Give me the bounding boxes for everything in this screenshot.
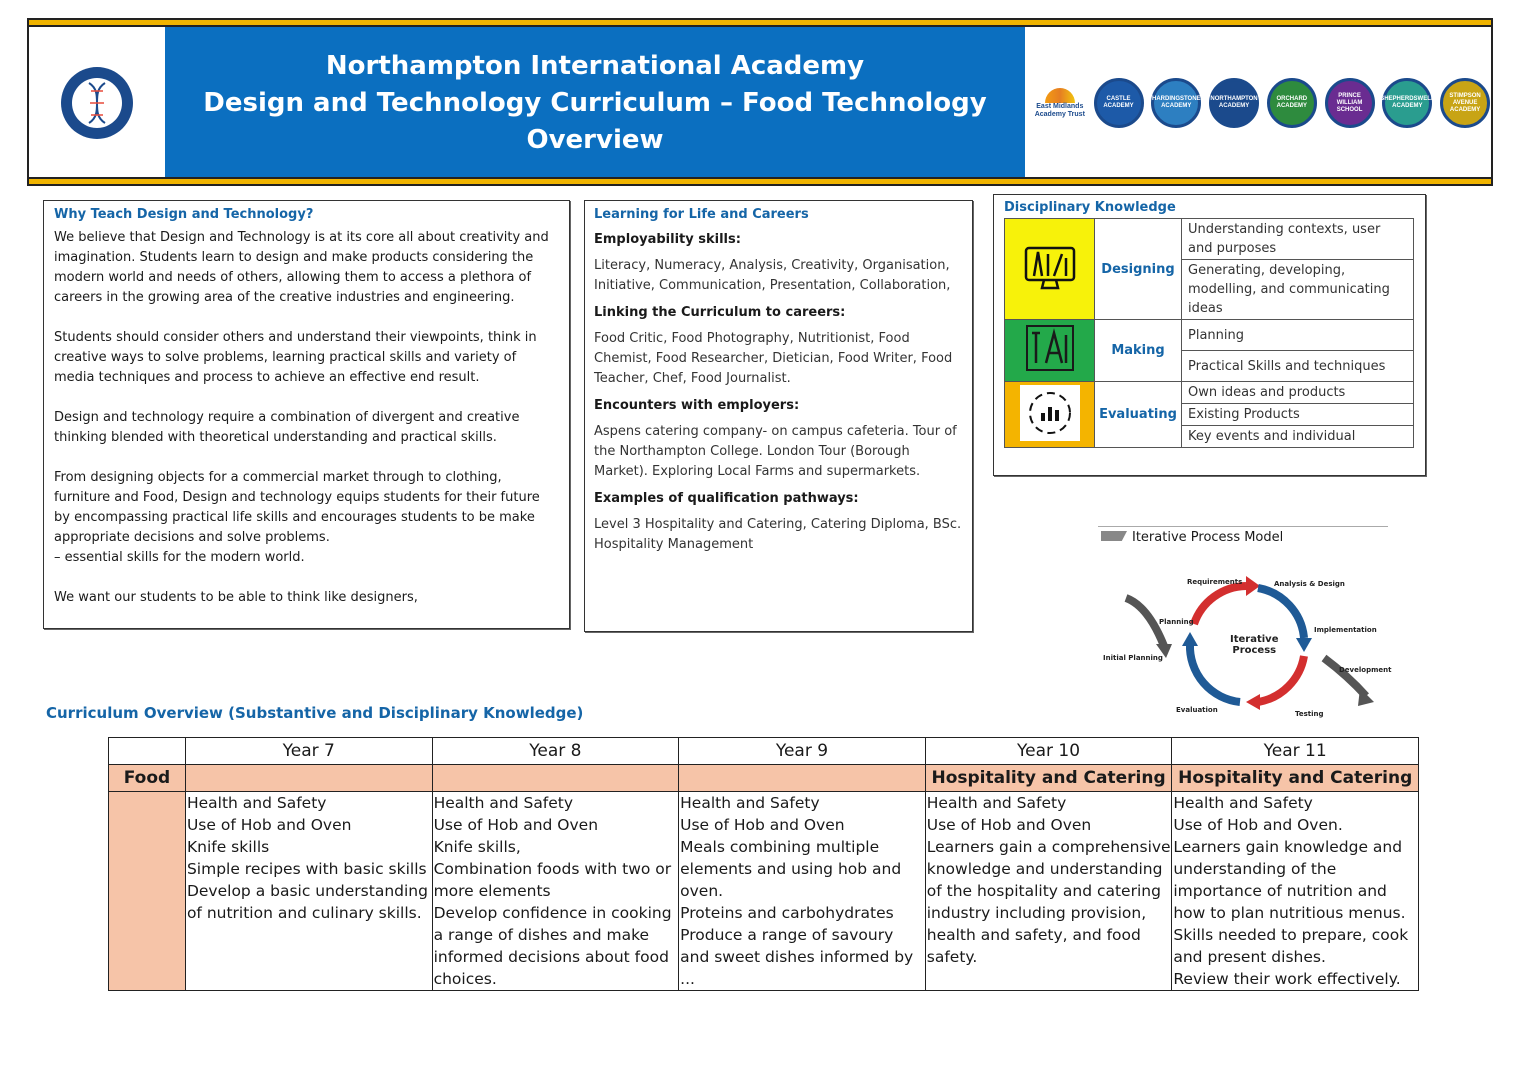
academy-crest-icon: NORTHAMPTON ACADEMY: [1209, 78, 1259, 128]
life-section-title: Examples of qualification pathways:: [594, 491, 859, 506]
year-content: Health and Safety Use of Hob and Oven Meals combining multiple elements and using hob and oven. Proteins and carbohydrates Produce a range of savoury and sweet dishes informed by ...: [679, 792, 926, 991]
life-section-text: Literacy, Numeracy, Analysis, Creativity, Organisation, Initiative, Communication, Presentation, Collaboration,: [594, 258, 951, 293]
step-label: Testing: [1295, 710, 1324, 718]
header-banner: [27, 18, 1493, 186]
step-label: Development: [1339, 666, 1392, 674]
life-section-title: Employability skills:: [594, 232, 741, 247]
cycle-chart-icon: [1022, 387, 1078, 439]
curriculum-table: [108, 737, 1419, 991]
academy-crest-icon: CASTLE ACADEMY: [1094, 78, 1144, 128]
iterative-title: Iterative Process Model: [1098, 526, 1388, 545]
course-label: [432, 765, 679, 792]
why-paragraph: We believe that Design and Technology is at its core all about creativity and imagination. Students learn to design and make products considering the modern world and needs of others, allowing them to access a plethora of careers in the growing area of the creative industries and engineering.: [54, 230, 549, 305]
trust-logo: [1033, 88, 1087, 119]
title-line-1: Northampton International Academy: [325, 50, 865, 81]
iterative-cycle-graphic: [1098, 526, 1388, 721]
designing-icon-cell: [1005, 219, 1095, 320]
academy-crest-icon: ORCHARD ACADEMY: [1267, 78, 1317, 128]
academy-logo: [1093, 75, 1145, 131]
why-paragraph: Design and technology require a combination of divergent and creative thinking blended with theoretical understanding and practical skills.: [54, 410, 520, 445]
curriculum-title: Curriculum Overview (Substantive and Disciplinary Knowledge): [46, 704, 584, 722]
sun-icon: [1045, 88, 1075, 103]
subject-row: [109, 765, 1419, 792]
design-monitor-icon: [1022, 240, 1078, 292]
year-content: Health and Safety Use of Hob and Oven. Learners gain knowledge and understanding of the importance of nutrition and how to plan nutritious menus. Skills needed to prepare, cook and present dishes. Review their work effectively.: [1172, 792, 1419, 991]
disciplinary-item: Key events and individual: [1182, 426, 1414, 448]
why-paragraph: We want our students to be able to think like designers,: [54, 590, 418, 605]
trust-logo-text: East Midlands Academy Trust: [1034, 102, 1085, 118]
content-row: [109, 792, 1419, 991]
academy-crest-icon: PRINCE WILLIAM SCHOOL: [1325, 78, 1375, 128]
year-header: Year 11: [1172, 738, 1419, 765]
gold-stripe-top: [29, 20, 1491, 27]
category-evaluating: Evaluating: [1095, 382, 1182, 448]
disciplinary-item: Existing Products: [1182, 404, 1414, 426]
disciplinary-heading: Disciplinary Knowledge: [1004, 200, 1176, 215]
step-label: Planning: [1159, 618, 1194, 626]
academy-crest-icon: STIMPSON AVENUE ACADEMY: [1440, 78, 1490, 128]
life-careers-box: [584, 200, 973, 632]
step-label: Evaluation: [1176, 706, 1218, 714]
title-block: [165, 27, 1025, 179]
subject-label: Food: [109, 765, 186, 792]
academy-logo: [1381, 75, 1433, 131]
life-heading: Learning for Life and Careers: [594, 207, 809, 222]
disciplinary-table: [1004, 218, 1414, 448]
year-content: Health and Safety Use of Hob and Oven Knife skills Simple recipes with basic skills Develop a basic understanding of nutrition and culinary skills.: [185, 792, 432, 991]
iterative-center: Iterative Process: [1230, 634, 1279, 656]
step-label: Analysis & Design: [1274, 580, 1345, 588]
trust-logos: [1025, 27, 1491, 179]
academy-crest-icon: SHEPHERDSWELL ACADEMY: [1382, 78, 1432, 128]
year-header: Year 10: [925, 738, 1172, 765]
course-label: [679, 765, 926, 792]
subject-side-cell: [109, 792, 186, 991]
step-label: Requirements: [1187, 578, 1243, 586]
year-header-row: [109, 738, 1419, 765]
course-label: [185, 765, 432, 792]
why-paragraph: Students should consider others and understand their viewpoints, think in creative ways to solve problems, learning practical skills and variety of media techniques and process to achieve an effective end result.: [54, 330, 537, 385]
school-logo: [29, 27, 165, 179]
title-line-2: Design and Technology Curriculum – Food Technology: [203, 87, 987, 118]
why-teach-box: [43, 200, 570, 629]
disciplinary-item: Understanding contexts, user and purposes: [1182, 219, 1414, 260]
life-section-text: Level 3 Hospitality and Catering, Catering Diploma, BSc. Hospitality Management: [594, 517, 962, 552]
step-label: Implementation: [1314, 626, 1377, 634]
why-heading: Why Teach Design and Technology?: [54, 207, 314, 222]
iterative-process-diagram: [1098, 526, 1392, 721]
academy-logo: [1439, 75, 1491, 131]
disciplinary-item: Generating, developing, modelling, and communicating ideas: [1182, 260, 1414, 320]
making-icon-cell: [1005, 320, 1095, 382]
title-line-3: Overview: [526, 124, 664, 155]
life-section-title: Encounters with employers:: [594, 398, 800, 413]
year-content: Health and Safety Use of Hob and Oven Learners gain a comprehensive knowledge and understanding of the hospitality and catering industry including provision, health and safety, and food safety.: [925, 792, 1172, 991]
year-header: Year 7: [185, 738, 432, 765]
disciplinary-item: Practical Skills and techniques: [1182, 351, 1414, 382]
academy-logo: [1208, 75, 1260, 131]
course-label: Hospitality and Catering: [1172, 765, 1419, 792]
academy-logo: [1324, 75, 1376, 131]
category-designing: Designing: [1095, 219, 1182, 320]
gold-stripe-bottom: [29, 177, 1491, 184]
life-section-text: Food Critic, Food Photography, Nutritionist, Food Chemist, Food Researcher, Dietician, Food Writer, Food Teacher, Chef, Food Journalist.: [594, 331, 953, 386]
academy-logo: [1266, 75, 1318, 131]
school-crest-icon: [59, 65, 135, 141]
disciplinary-box: [993, 194, 1426, 476]
tools-icon: [1024, 323, 1076, 373]
academy-logo: [1150, 75, 1202, 131]
year-header: Year 9: [679, 738, 926, 765]
year-header: Year 8: [432, 738, 679, 765]
why-paragraph: From designing objects for a commercial market through to clothing, furniture and Food, Design and technology equips students for their future by encompassing practical life skills and encourages students to be make appropriate decisions and solve problems. – essential skills for the modern world.: [54, 470, 540, 565]
disciplinary-item: Own ideas and products: [1182, 382, 1414, 404]
academy-crest-icon: HARDINGSTONE ACADEMY: [1151, 78, 1201, 128]
life-section-text: Aspens catering company- on campus cafeteria. Tour of the Northampton College. London Tour (Borough Market). Exploring Local Farms and supermarkets.: [594, 424, 957, 479]
disciplinary-item: Planning: [1182, 320, 1414, 351]
life-section-title: Linking the Curriculum to careers:: [594, 305, 846, 320]
course-label: Hospitality and Catering: [925, 765, 1172, 792]
corner-cell: [109, 738, 186, 765]
category-making: Making: [1095, 320, 1182, 382]
year-content: Health and Safety Use of Hob and Oven Knife skills, Combination foods with two or more elements Develop confidence in cooking a range of dishes and make informed decisions about food choices.: [432, 792, 679, 991]
evaluating-icon-cell: [1005, 382, 1095, 448]
step-label: Initial Planning: [1103, 654, 1163, 662]
